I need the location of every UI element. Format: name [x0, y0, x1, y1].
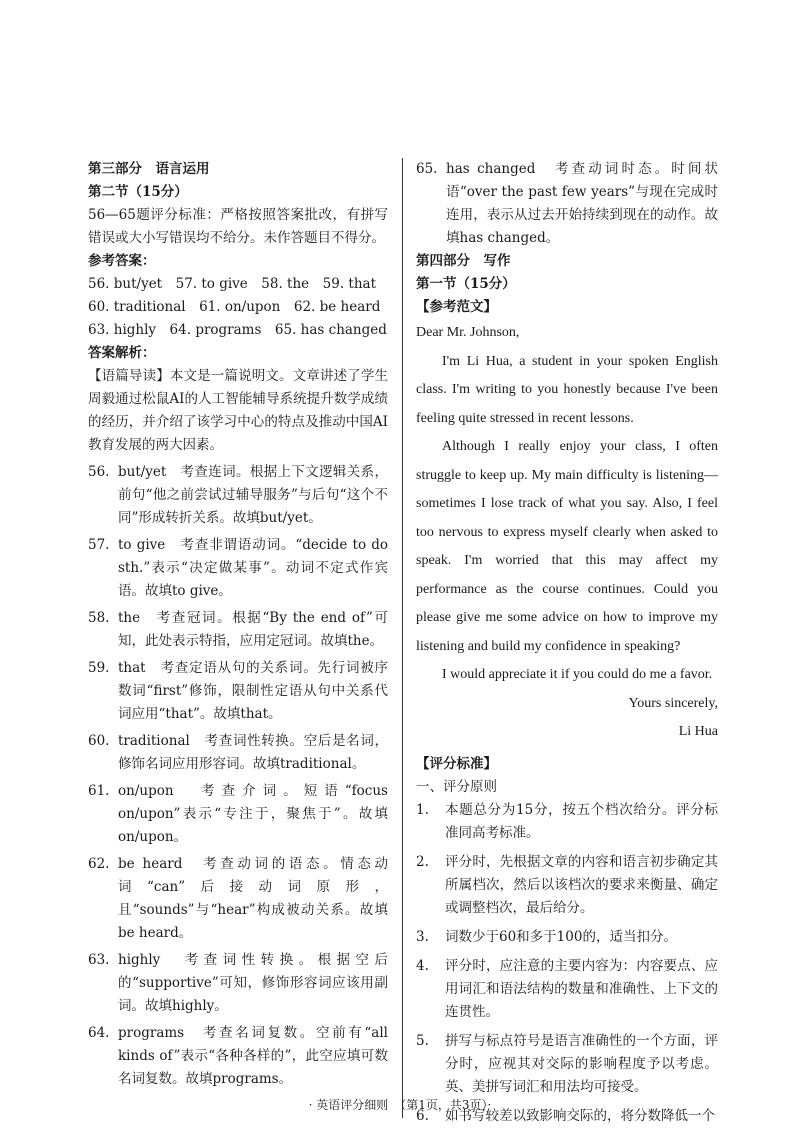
item-text: that 考查定语从句的关系词。先行词被序数词“first”修饰，限制性定语从句中关系代词应用“that”。故填that。 — [118, 660, 388, 722]
section2-title: 第二节（15分） — [88, 184, 188, 200]
item-number: 63. — [88, 952, 110, 968]
letter-closing: Yours sincerely, — [628, 695, 718, 711]
criteria-number: 4. — [416, 957, 429, 974]
item-number: 60. — [88, 733, 110, 749]
letter-paragraph-2: Although I really enjoy your class, I often struggle to keep up. My main difficulty is listening—sometimes I lose track of what you say. Also, I feel too nervous to express myself clearly when asked to speak. I'm worried that this may affect my performance as the course continues. Could you please give me some advice on how to improve my listening and build my confidence in speaking? — [416, 439, 718, 654]
answers-line-3: 63. highly 64. programs 65. has changed — [88, 322, 387, 338]
criteria-item-4 — [416, 955, 718, 1024]
part4-title: 第四部分 写作 — [416, 253, 511, 269]
item-text: highly 考查词性转换。根据空后的“supportive”可知，修饰形容词应该用副词。故填highly。 — [118, 952, 388, 1014]
criteria-text: 评分时，应注意的主要内容为：内容要点、应用词汇和语法结构的数量和准确性、上下文的连贯性。 — [445, 957, 718, 1020]
answer-item-59 — [88, 657, 388, 726]
answer-item-61 — [88, 780, 388, 849]
item-text: has changed 考查动词时态。时间状语“over the past few years”与现在完成时连用，表示从过去开始持续到现在的动作。故填has changed。 — [446, 161, 718, 246]
criteria-text: 拼写与标点符号是语言准确性的一个方面，评分时，应视其对交际的影响程度予以考虑。英、美拼写词汇和用法均可接受。 — [445, 1032, 718, 1095]
answer-item-64 — [88, 1022, 388, 1091]
criteria-number: 6. — [416, 1107, 429, 1124]
item-number: 58. — [88, 610, 110, 626]
criteria-number: 1. — [416, 801, 429, 818]
page-footer: · 英语评分细则 （第1页，共3页）· — [308, 1098, 492, 1112]
criteria-text: 如书写较差以致影响交际的，将分数降低一个 — [445, 1107, 715, 1124]
item-text: the 考查冠词。根据“By the end of”可知，此处表示特指，应用定冠词。故填the。 — [118, 610, 388, 649]
item-number: 65. — [416, 161, 438, 177]
item-number: 57. — [88, 537, 110, 553]
item-text: be heard 考查动词的语态。情态动词“can”后接动词原形，且“sounds”与“hear”构成被动关系。故填be heard。 — [118, 856, 388, 941]
answers-line-1: 56. but/yet 57. to give 58. the 59. that — [88, 276, 377, 292]
analysis-label: 答案解析： — [88, 345, 156, 361]
item-number: 59. — [88, 660, 110, 676]
item-text: to give 考查非谓语动词。“decide to do sth.”表示“决定做某事”。动词不定式作宾语。故填to give。 — [118, 537, 388, 599]
item-number: 56. — [88, 464, 110, 480]
ref-answers-label: 参考答案： — [88, 253, 156, 269]
item-number: 62. — [88, 856, 110, 872]
item-text: traditional 考查词性转换。空后是名词，修饰名词应用形容词。故填traditional。 — [118, 733, 388, 772]
letter-salutation: Dear Mr. Johnson, — [416, 325, 520, 340]
letter-paragraph-3: I would appreciate it if you could do me a favor. — [442, 667, 713, 682]
scoring-rule: 56—65题评分标准：严格按照答案批改，有拼写错误或大小写错误均不给分。未作答题目不得分。 — [88, 207, 388, 246]
item-text: programs 考查名词复数。空前有“all kinds of”表示“各种各样的”，此空应填可数名词复数。故填programs。 — [118, 1025, 388, 1087]
criteria-item-2 — [416, 851, 718, 920]
answer-item-62 — [88, 853, 388, 945]
criteria-number: 5. — [416, 1032, 429, 1049]
criteria-item-3 — [416, 926, 718, 949]
item-number: 64. — [88, 1025, 110, 1041]
column-divider — [402, 158, 403, 1118]
section1-title: 第一节（15分） — [416, 276, 516, 292]
letter-signature: Li Hua — [678, 724, 718, 739]
left-column — [88, 158, 388, 1091]
answer-item-57 — [88, 534, 388, 603]
model-essay — [416, 319, 718, 747]
criteria-item-5 — [416, 1030, 718, 1099]
part3-title: 第三部分 语言运用 — [88, 161, 210, 177]
criteria-text: 评分时，先根据文章的内容和语言初步确定其所属档次，然后以该档次的要求来衡量、确定或调整档次，最后给分。 — [445, 853, 718, 916]
answer-item-56 — [88, 461, 388, 530]
answer-item-63 — [88, 949, 388, 1018]
item-number: 61. — [88, 783, 110, 799]
criteria-text: 本题总分为15分，按五个档次给分。评分标准同高考标准。 — [445, 801, 718, 841]
criteria-text: 词数少于60和多于100的，适当扣分。 — [445, 928, 677, 945]
item-text: but/yet 考查连词。根据上下文逻辑关系，前句“他之前尝试过辅导服务”与后句“这个不同”形成转折关系。故填but/yet。 — [118, 464, 388, 526]
answer-item-58 — [88, 607, 388, 653]
criteria-number: 3. — [416, 928, 429, 945]
principles-title: 一、评分原则 — [416, 778, 497, 795]
answers-line-2: 60. traditional 61. on/upon 62. be heard — [88, 299, 381, 315]
answer-item-65 — [416, 158, 718, 250]
answer-item-60 — [88, 730, 388, 776]
criteria-number: 2. — [416, 853, 429, 870]
passage-guide: 【语篇导读】本文是一篇说明文。文章讲述了学生周毅通过松鼠AI的人工智能辅导系统提升数学成绩的经历，并介绍了该学习中心的特点及推动中国AI教育发展的两大因素。 — [88, 368, 388, 453]
model-essay-label: 【参考范文】 — [416, 299, 497, 315]
criteria-item-1 — [416, 799, 718, 845]
right-column — [416, 158, 718, 1128]
letter-paragraph-1: I'm Li Hua, a student in your spoken English class. I'm writing to you honestly because I've been feeling quite stressed in recent lessons. — [416, 353, 718, 426]
item-text: on/upon 考查介词。短语“focus on/upon”表示“专注于，聚焦于”。故填on/upon。 — [118, 783, 388, 845]
criteria-label: 【评分标准】 — [416, 755, 497, 772]
